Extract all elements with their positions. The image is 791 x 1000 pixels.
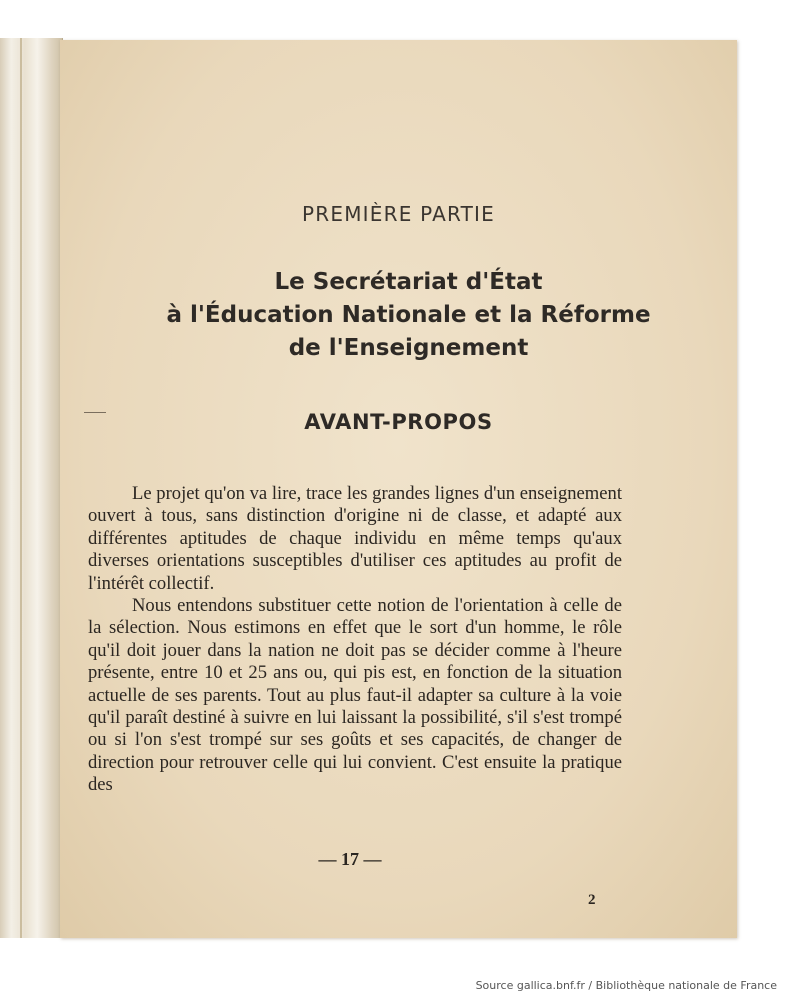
- source-credit: Source gallica.bnf.fr / Bibliothèque nationale de France: [475, 979, 777, 992]
- page-number: — 17 —: [318, 849, 382, 869]
- signature-mark: 2: [588, 892, 596, 908]
- chapter-title-line: Le Secrétariat d'État: [274, 269, 543, 295]
- chapter-title: [100, 266, 717, 365]
- book-spine: [0, 38, 63, 938]
- chapter-title-line: à l'Éducation Nationale et la Réforme: [166, 302, 651, 328]
- paragraph: Le projet qu'on va lire, trace les grandes lignes d'un enseignement ouvert à tous, sans distinction d'origine ni de classe, et adapté aux différentes aptitudes de chaque individu en même temps qu'aux diverses orientations susceptibles d'utiliser ces aptitudes au profit de l'intérêt collectif.: [88, 483, 622, 594]
- body-text: [88, 483, 622, 797]
- spine-edge: [20, 38, 22, 938]
- paragraph: Nous entendons substituer cette notion de l'orientation à celle de la sélection. Nous estimons en effet que le sort d'un homme, le rôle qu'il doit jouer dans la nation ne doit pas se décider comme à l'heure présente, entre 10 et 25 ans ou, qui pis est, en fonction de la situation actuelle de ses parents. Tout au plus faut-il adapter sa culture à la voie qu'il paraît destiné à suivre en lui laissant la possibilité, s'il s'est trompé ou si l'on s'est trompé sur ses goûts et ses capacités, de changer de direction pour retrouver celle qui lui convient. C'est ensuite la pratique des: [88, 595, 622, 796]
- section-title: AVANT-PROPOS: [304, 410, 493, 434]
- book-page: [60, 40, 737, 938]
- part-title: PREMIÈRE PARTIE: [302, 202, 495, 226]
- chapter-title-line: de l'Enseignement: [288, 335, 529, 361]
